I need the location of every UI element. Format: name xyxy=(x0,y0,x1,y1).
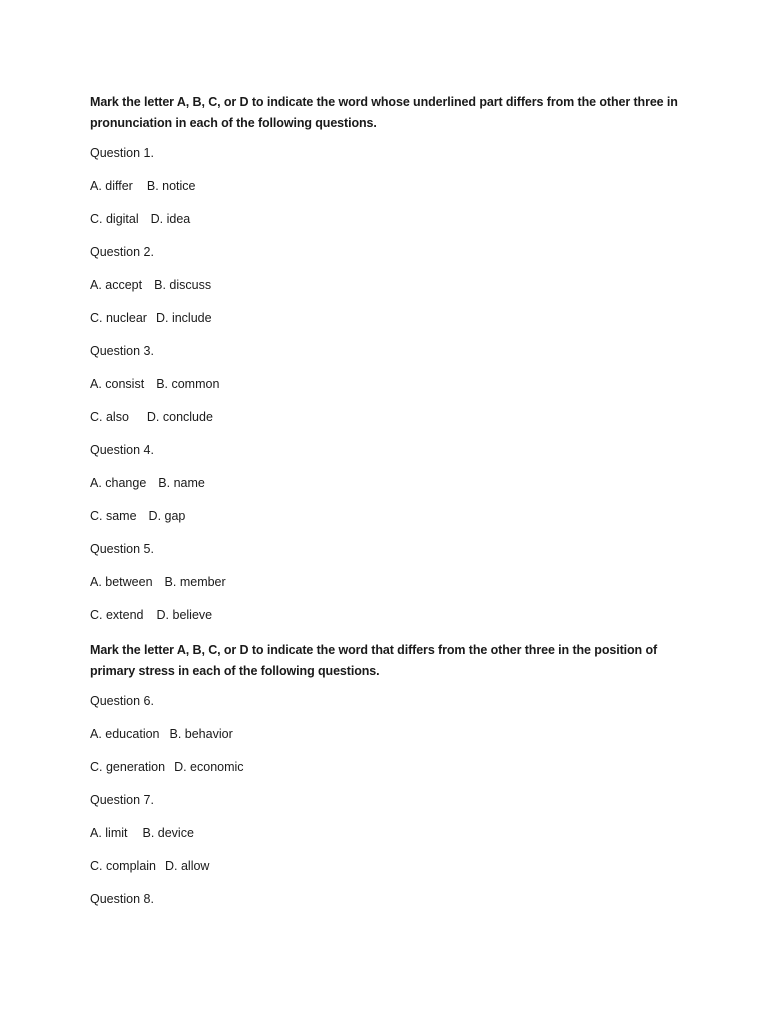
option-a: A. accept xyxy=(90,278,143,292)
question-title: Question 4. xyxy=(90,443,154,457)
option-d: D. believe xyxy=(156,608,213,622)
option-c: C. complain xyxy=(90,859,156,873)
option-c: C. generation xyxy=(90,760,166,774)
option-d: D. idea xyxy=(150,212,191,226)
option-d: D. allow xyxy=(165,859,210,873)
question-options-row xyxy=(90,607,690,623)
option-a: A. change xyxy=(90,476,147,490)
option-c: C. also xyxy=(90,410,129,424)
question-title: Question 7. xyxy=(90,793,154,807)
option-d: D. economic xyxy=(174,760,244,774)
question-title: Question 6. xyxy=(90,694,154,708)
worksheet-page xyxy=(90,92,690,924)
option-c: C. nuclear xyxy=(90,311,147,325)
question-options-row xyxy=(90,858,690,874)
option-b: B. notice xyxy=(146,179,196,193)
option-d: D. conclude xyxy=(146,410,213,424)
option-a: A. between xyxy=(90,575,153,589)
question-title: Question 8. xyxy=(90,892,154,906)
option-a: A. education xyxy=(90,727,160,741)
question-title: Question 3. xyxy=(90,344,154,358)
option-b: B. discuss xyxy=(154,278,212,292)
option-c: C. same xyxy=(90,509,137,523)
option-a: A. limit xyxy=(90,826,128,840)
question-options-row xyxy=(90,759,690,775)
option-b: B. common xyxy=(156,377,220,391)
question-options-row xyxy=(90,574,690,590)
question-options-row xyxy=(90,277,690,293)
option-a: A. consist xyxy=(90,377,145,391)
instruction-stress: Mark the letter A, B, C, or D to indicate the word that differs from the other three in the position of primary stress in each of the following questions. xyxy=(90,643,658,678)
option-b: B. name xyxy=(158,476,205,490)
instruction-pronunciation: Mark the letter A, B, C, or D to indicate the word whose underlined part differs from the other three in pronunciation in each of the following questions. xyxy=(90,95,678,130)
question-title: Question 5. xyxy=(90,542,154,556)
option-a: A. differ xyxy=(90,179,133,193)
question-options-row xyxy=(90,310,690,326)
question-options-row xyxy=(90,409,690,425)
option-c: C. extend xyxy=(90,608,144,622)
option-b: B. member xyxy=(164,575,226,589)
question-title: Question 1. xyxy=(90,146,154,160)
question-options-row xyxy=(90,726,690,742)
question-options-row xyxy=(90,508,690,524)
question-options-row xyxy=(90,475,690,491)
question-title: Question 2. xyxy=(90,245,154,259)
option-d: D. include xyxy=(155,311,212,325)
question-options-row xyxy=(90,825,690,841)
question-options-row xyxy=(90,178,690,194)
option-b: B. device xyxy=(142,826,194,840)
option-b: B. behavior xyxy=(169,727,233,741)
question-options-row xyxy=(90,376,690,392)
question-options-row xyxy=(90,211,690,227)
option-c: C. digital xyxy=(90,212,139,226)
option-d: D. gap xyxy=(148,509,186,523)
